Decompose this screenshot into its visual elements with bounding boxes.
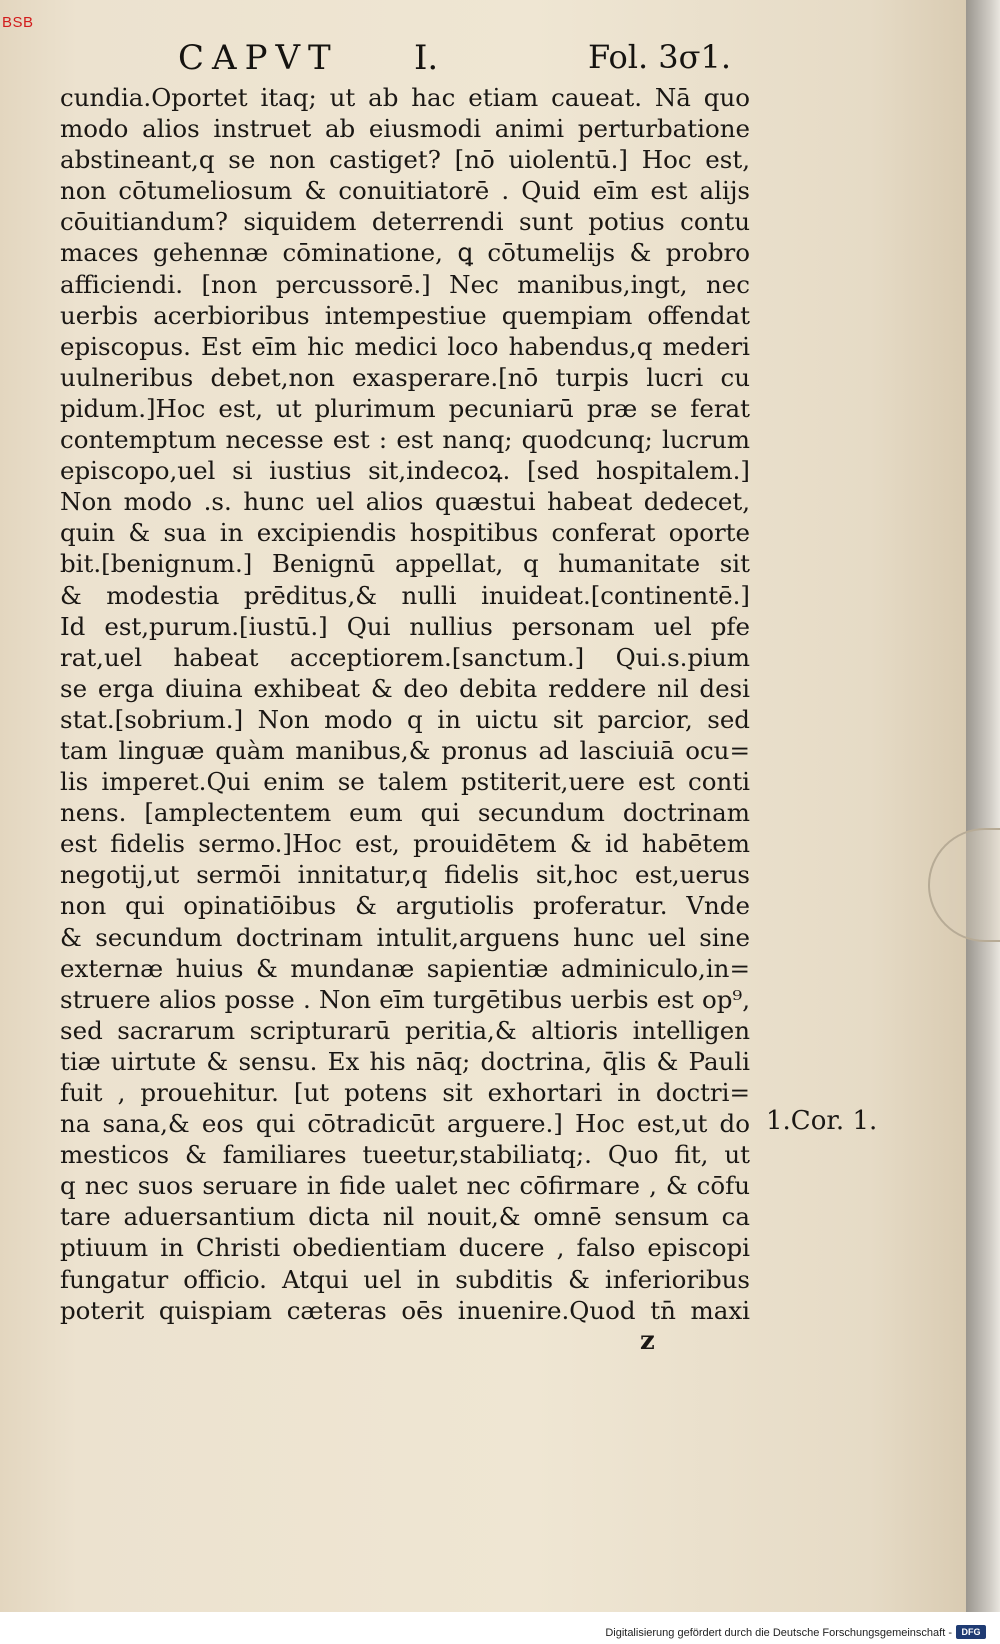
text-line: na sana,& eos qui cōtradicūt arguere.] Hoc est,ut do: [60, 1109, 750, 1139]
signature-mark: z: [640, 1326, 655, 1356]
text-line: cundia.Oportet itaq; ut ab hac etiam caueat. Nā quo: [60, 83, 750, 112]
text-line: stat.[sobrium.] Non modo q in uictu sit parcior, sed: [60, 704, 750, 734]
text-line: nens. [amplectentem eum qui secundum doctrinam: [60, 798, 750, 828]
text-line: fuit , prouehitur. [ut potens sit exhortari in doctri=: [60, 1078, 750, 1107]
text-line: ptiuum in Christi obedientiam ducere , falso episcopi: [60, 1233, 750, 1263]
text-line: non qui opinatiōibus & argutiolis proferatur. Vnde: [60, 891, 750, 921]
text-line: & modestia prēditus,& nulli inuideat.[continentē.]: [60, 580, 750, 610]
text-line: cōuitiandum? siquidem deterrendi sunt potius contu: [60, 207, 750, 237]
text-line: fungatur officio. Atqui uel in subditis & inferioribus: [60, 1264, 750, 1294]
text-line: episcopo,uel si iustius sit,indecoꝝ. [sed hospitalem.]: [60, 456, 750, 486]
text-line: quin & sua in excipiendis hospitibus conferat oporte: [60, 518, 750, 548]
margin-note: 1.Cor. 1.: [766, 1106, 878, 1136]
bsb-watermark: BSB: [2, 14, 34, 31]
text-line: tam linguæ quàm manibus,& pronus ad lasciuiā ocu=: [60, 735, 750, 765]
text-line: maces gehennæ cōminatione, ꝗ cōtumelijs & probro: [60, 238, 750, 268]
text-line: non cōtumeliosum & conuitiatorē . Quid eīm est alijs: [60, 176, 750, 206]
text-line: bit.[benignum.] Benignū appellat, q humanitate sit: [60, 549, 750, 579]
text-line: lis imperet.Qui enim se talem pstiterit,uere est conti: [60, 767, 750, 797]
text-line: pidum.]Hoc est, ut plurimum pecuniarū præ se ferat: [60, 393, 750, 423]
page-edge: [966, 0, 1000, 1612]
footer-credit: Digitalisierung gefördert durch die Deutsche Forschungsgemeinschaft -: [605, 1627, 952, 1639]
text-line: se erga diuina exhibeat & deo debita reddere nil desi: [60, 673, 750, 703]
chapter-label: CAPVT: [178, 38, 339, 78]
text-line: est fidelis sermo.]Hoc est, prouidētem & id habētem: [60, 829, 750, 859]
text-line: q nec suos seruare in fide ualet nec cōfirmare , & cōfu: [60, 1171, 750, 1201]
text-line: externæ huius & mundanæ sapientiæ adminiculo,in=: [60, 953, 750, 983]
text-line: & secundum doctrinam intulit,arguens hunc uel sine: [60, 922, 750, 952]
text-line: poterit quispiam cæteras oēs inuenire.Quod tn̄ maxi: [60, 1295, 750, 1325]
text-line: afficiendi. [non percussorē.] Nec manibus,ingt, nec: [60, 269, 750, 299]
text-line: uulneribus debet,non exasperare.[nō turpis lucri cu: [60, 362, 750, 392]
text-line: struere alios posse . Non eīm turgētibus uerbis est op⁹,: [60, 984, 750, 1014]
dfg-logo: DFG: [956, 1625, 986, 1639]
running-head: [178, 38, 738, 88]
text-line: rat,uel habeat acceptiorem.[sanctum.] Qui.s.pium: [60, 642, 750, 672]
text-line: modo alios instruet ab eiusmodi animi perturbatione: [60, 114, 750, 144]
text-line: contemptum necesse est : est nanq; quodcunq; lucrum: [60, 425, 750, 455]
body-text: [60, 82, 750, 1326]
text-line: tare aduersantium dicta nil nouit,& omnē sensum ca: [60, 1202, 750, 1232]
text-line: abstineant,q se non castiget? [nō uiolentū.] Hoc est,: [60, 145, 750, 175]
text-line: mesticos & familiares tueetur,stabiliatq;. Quo fit, ut: [60, 1140, 750, 1170]
text-line: sed sacrarum scripturarū peritia,& altioris intelligen: [60, 1015, 750, 1045]
text-line: tiæ uirtute & sensu. Ex his nāq; doctrina, q̄lis & Pauli: [60, 1046, 750, 1076]
folio-number: Fol. 3σ1.: [588, 38, 732, 76]
text-line: episcopus. Est eīm hic medici loco habendus,q mederi: [60, 331, 750, 361]
chapter-number: I.: [414, 38, 439, 78]
text-line: uerbis acerbioribus intempestiue quempiam offendat: [60, 300, 750, 330]
text-line: Non modo .s. hunc uel alios quæstui habeat dedecet,: [60, 487, 750, 517]
text-line: Id est,purum.[iustū.] Qui nullius personam uel pfe: [60, 611, 750, 641]
text-line: negotij,ut sermōi innitatur,q fidelis sit,hoc est,uerus: [60, 860, 750, 890]
